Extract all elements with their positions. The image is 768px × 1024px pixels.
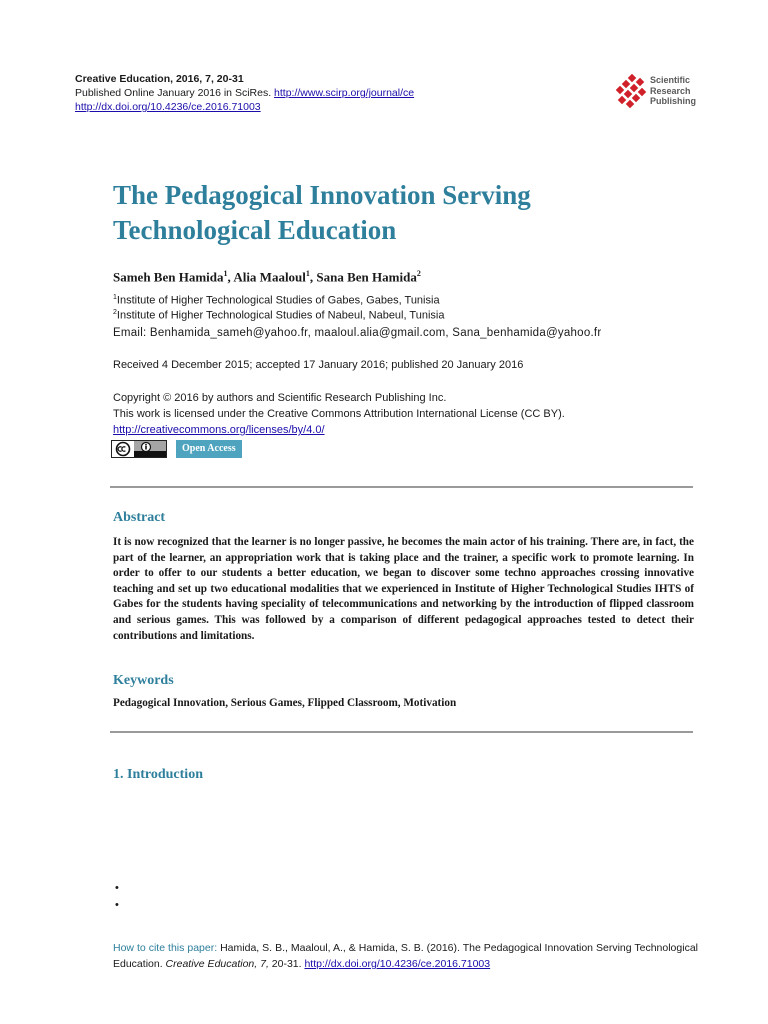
logo-line: Publishing <box>650 96 696 106</box>
citation-label: How to cite this paper: <box>113 942 218 954</box>
published-text: Published Online January 2016 in SciRes. <box>75 87 275 99</box>
author-list: Sameh Ben Hamida$^1$, Alia Maaloul$^1$, Sana Ben Hamida$^2$ <box>113 269 421 285</box>
scirp-logo-icon <box>616 74 650 110</box>
citation-text: Hamida, S. B., Maaloul, A., & Hamida, S. B. (2016). The Pedagogical Innovation Serving Technological Education. <box>113 942 698 970</box>
abstract-heading: Abstract <box>113 510 166 525</box>
scirp-logo <box>616 74 716 110</box>
abstract-text: It is now recognized that the learner is no longer passive, he becomes the main actor of his training. There are, in fact, the part of the learner, an appropriation work that is taking place and the trainer, a specific work to promote learning. In order to offer to our students a better education, we began to discover some techno approaches crossing innovative teaching and set up two educational modalities that we experienced in Institute of Higher Technological Studies IHTS of Gabes for the students having speciality of telecommunications and networking by the introduction of flipped classroom and serious games. This was followed by a comparison of different pedagogical approaches tested to detect their contributions and limitations. <box>113 536 694 642</box>
author-name: Sana Ben Hamida <box>316 269 417 285</box>
introduction-heading: 1. Introduction <box>113 767 203 782</box>
publication-dates: Received 4 December 2015; accepted 17 January 2016; published 20 January 2016 <box>113 359 524 371</box>
paper-title <box>113 178 673 248</box>
author-affiliation-mark: 2 <box>416 269 421 278</box>
author-name: Sameh Ben Hamida <box>113 269 224 285</box>
doi-line <box>75 100 261 114</box>
citation-journal: Creative Education, 7, <box>165 958 269 970</box>
bullet-marker: • <box>115 899 119 911</box>
journal-link[interactable]: http://www.scirp.org/journal/ce <box>274 87 415 99</box>
copyright-notice: Copyright © 2016 by authors and Scientific Research Publishing Inc. <box>113 392 447 404</box>
title-line: Technological Education <box>113 215 397 245</box>
scirp-logo-text <box>650 75 696 107</box>
affiliation <box>113 309 444 322</box>
title-line: The Pedagogical Innovation Serving <box>113 180 531 210</box>
section-divider <box>110 731 693 733</box>
license-link[interactable]: http://creativecommons.org/licenses/by/4.0/ <box>113 424 325 436</box>
logo-line: Scientific <box>650 75 691 85</box>
affiliation-mark: 2 <box>113 309 117 316</box>
section-divider <box>110 486 693 488</box>
author-emails: Email: Benhamida_sameh@yahoo.fr, maaloul.alia@gmail.com, Sana_benhamida@yahoo.fr <box>113 327 602 339</box>
citation-pages: 20-31. <box>268 958 305 970</box>
author-affiliation-mark: 1 <box>305 269 310 278</box>
open-access-badge: Open Access <box>176 440 242 458</box>
author-name: Alia Maaloul <box>233 269 306 285</box>
keywords-text: Pedagogical Innovation, Serious Games, Flipped Classroom, Motivation <box>113 697 457 709</box>
keywords-heading: Keywords <box>113 673 174 688</box>
logo-line: Research <box>650 85 691 96</box>
citation-block <box>113 940 698 972</box>
license-url-line <box>113 422 325 438</box>
license-notice: This work is licensed under the Creative Commons Attribution International License (CC BY). <box>113 408 565 420</box>
affiliation-mark: 1 <box>113 294 117 301</box>
affiliation-text: Institute of Higher Technological Studies of Nabeul, Nabeul, Tunisia <box>116 309 445 322</box>
doi-link[interactable]: http://dx.doi.org/10.4236/ce.2016.71003 <box>75 101 261 113</box>
cc-by-icon <box>112 441 166 457</box>
published-online <box>75 86 414 100</box>
affiliation <box>113 294 440 307</box>
author-affiliation-mark: 1 <box>223 269 228 278</box>
cc-by-badge[interactable] <box>111 440 167 458</box>
affiliation-text: Institute of Higher Technological Studies of Gabes, Gabes, Tunisia <box>116 294 440 307</box>
journal-info: Creative Education, 2016, 7, 20-31 <box>75 73 244 85</box>
bullet-marker: • <box>115 882 119 894</box>
citation-doi-link[interactable]: http://dx.doi.org/10.4236/ce.2016.71003 <box>304 958 491 970</box>
